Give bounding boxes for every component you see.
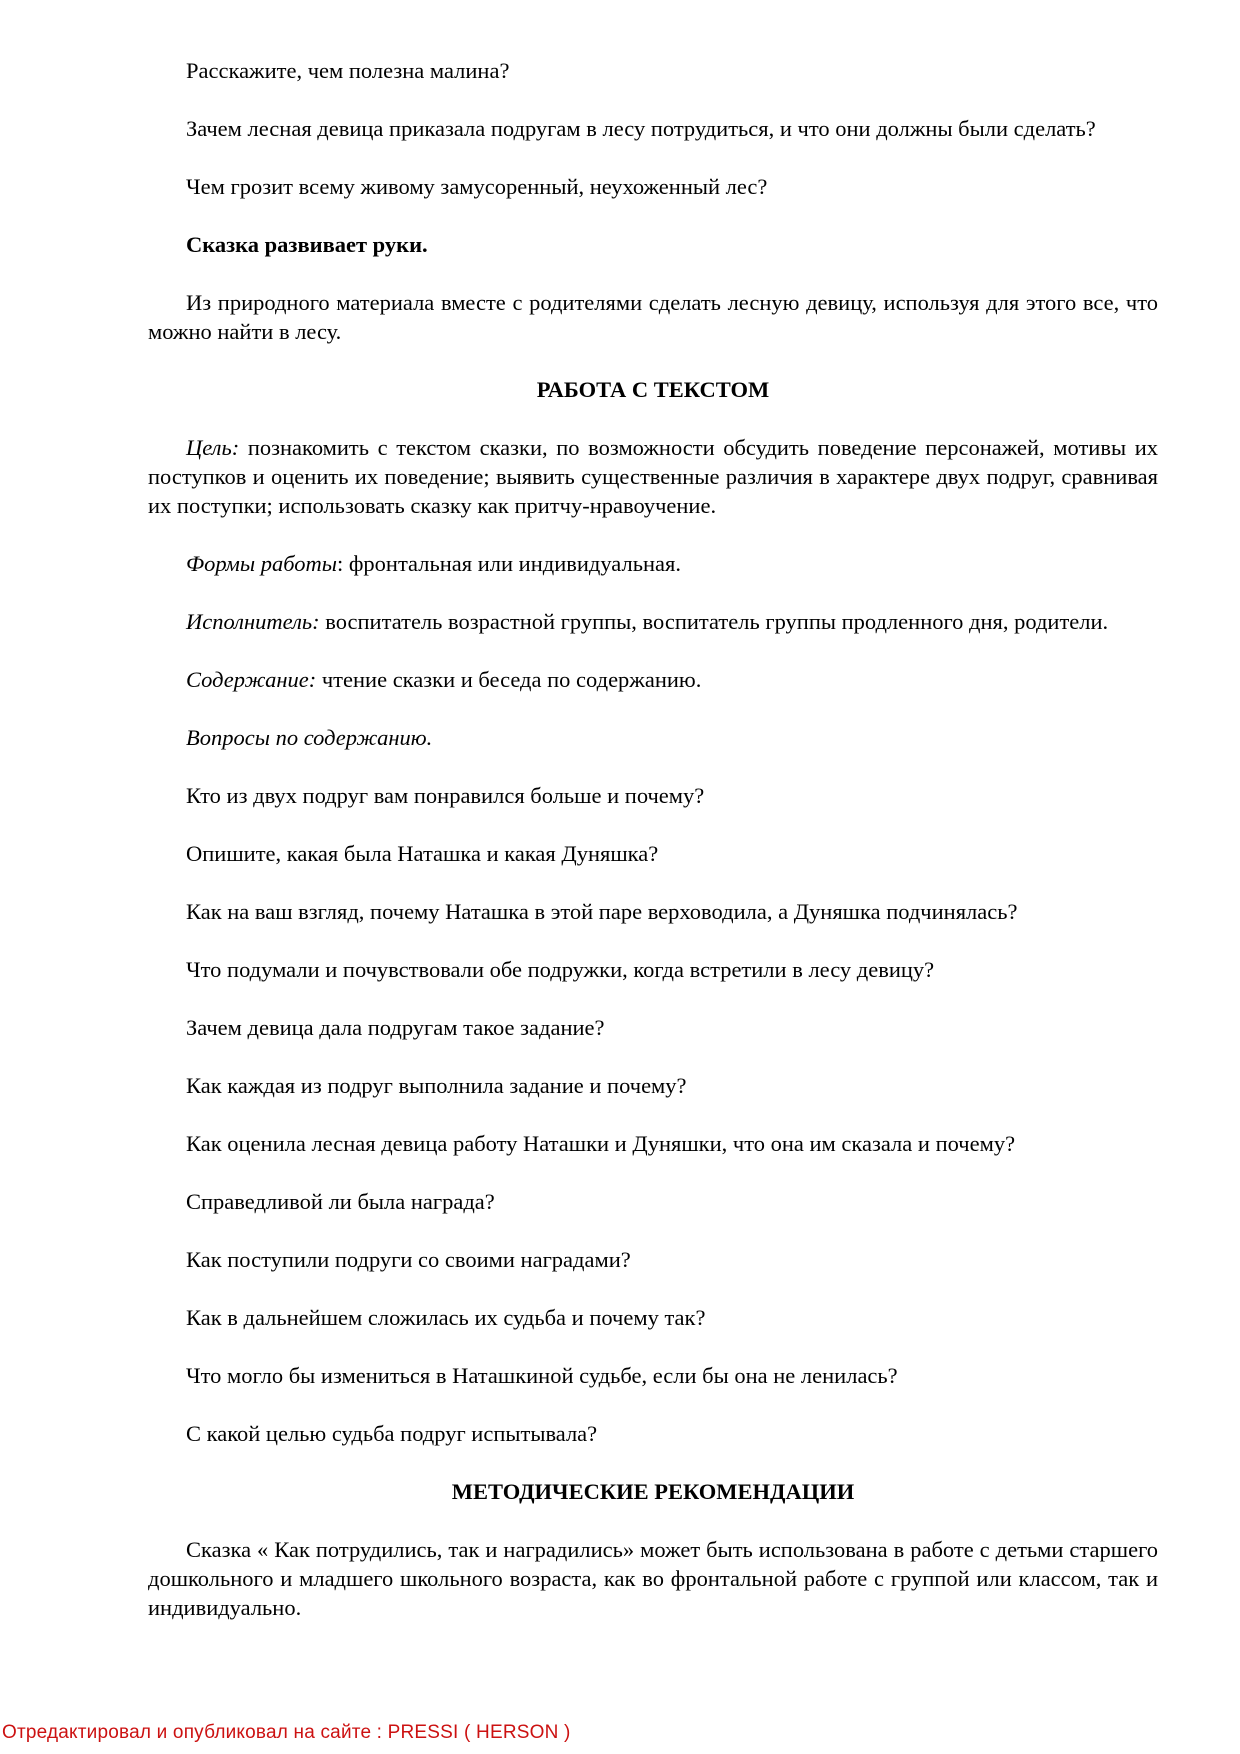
forms-paragraph xyxy=(148,549,1158,578)
question-item: Справедливой ли была награда? xyxy=(186,1189,495,1214)
question-item: Кто из двух подруг вам понравился больше и почему? xyxy=(186,783,705,808)
publisher-footer: Отредактировал и опубликовал на сайте : PRESSI ( HERSON ) xyxy=(2,1722,571,1743)
goal-text: познакомить с текстом сказки, по возможности обсудить поведение персонажей, мотивы их поступков и оценить их поведение; выявить существенные различия в характере двух подруг, сравнивая их поступки; использовать сказку как притчу-нравоучение. xyxy=(148,435,1158,518)
question-item: Что могло бы измениться в Наташкиной судьбе, если бы она не ленилась? xyxy=(186,1363,898,1388)
goal-label: Цель: xyxy=(186,435,240,460)
intro-question-3: Чем грозит всему живому замусоренный, неухоженный лес? xyxy=(186,174,768,199)
questions-label: Вопросы по содержанию. xyxy=(186,725,433,750)
content-paragraph xyxy=(148,665,1158,694)
question-item: Как поступили подруги со своими наградами? xyxy=(186,1247,631,1272)
executor-paragraph xyxy=(148,607,1158,636)
document-page xyxy=(148,56,1158,1651)
content-label: Содержание: xyxy=(186,667,317,692)
question-item: Что подумали и почувствовали обе подружки, когда встретили в лесу девицу? xyxy=(186,957,935,982)
question-item: Как оценила лесная девица работу Наташки и Дуняшки, что она им сказала и почему? xyxy=(186,1131,1016,1156)
content-text: чтение сказки и беседа по содержанию. xyxy=(316,667,702,692)
forms-label: Формы работы xyxy=(186,551,337,576)
question-item: Зачем девица дала подругам такое задание? xyxy=(186,1015,605,1040)
intro-question-1: Расскажите, чем полезна малина? xyxy=(186,58,510,83)
hands-text: Из природного материала вместе с родителями сделать лесную девицу, используя для этого все, что можно найти в лесу. xyxy=(148,290,1158,344)
section-title-method-recommendations: МЕТОДИЧЕСКИЕ РЕКОМЕНДАЦИИ xyxy=(451,1479,855,1504)
question-item: Как каждая из подруг выполнила задание и почему? xyxy=(186,1073,687,1098)
goal-paragraph xyxy=(148,433,1158,520)
question-item: Как на ваш взгляд, почему Наташка в этой паре верховодила, а Дуняшка подчинялась? xyxy=(186,899,1018,924)
question-item: С какой целью судьба подруг испытывала? xyxy=(186,1421,598,1446)
intro-question-2: Зачем лесная девица приказала подругам в лесу потрудиться, и что они должны были сделать? xyxy=(186,116,1096,141)
forms-text: : фронтальная или индивидуальная. xyxy=(336,551,681,576)
question-item: Опишите, какая была Наташка и какая Дуняшка? xyxy=(186,841,659,866)
hands-heading: Сказка развивает руки. xyxy=(186,232,428,257)
recommendation-paragraph: Сказка « Как потрудились, так и наградились» может быть использована в работе с детьми старшего дошкольного и младшего школьного возраста, как во фронтальной работе с группой или классом, так и индивидуально. xyxy=(148,1537,1158,1620)
executor-text: воспитатель возрастной группы, воспитатель группы продленного дня, родители. xyxy=(319,609,1109,634)
section-title-work-with-text: РАБОТА С ТЕКСТОМ xyxy=(536,377,770,402)
executor-label: Исполнитель: xyxy=(186,609,320,634)
question-item: Как в дальнейшем сложилась их судьба и почему так? xyxy=(186,1305,706,1330)
